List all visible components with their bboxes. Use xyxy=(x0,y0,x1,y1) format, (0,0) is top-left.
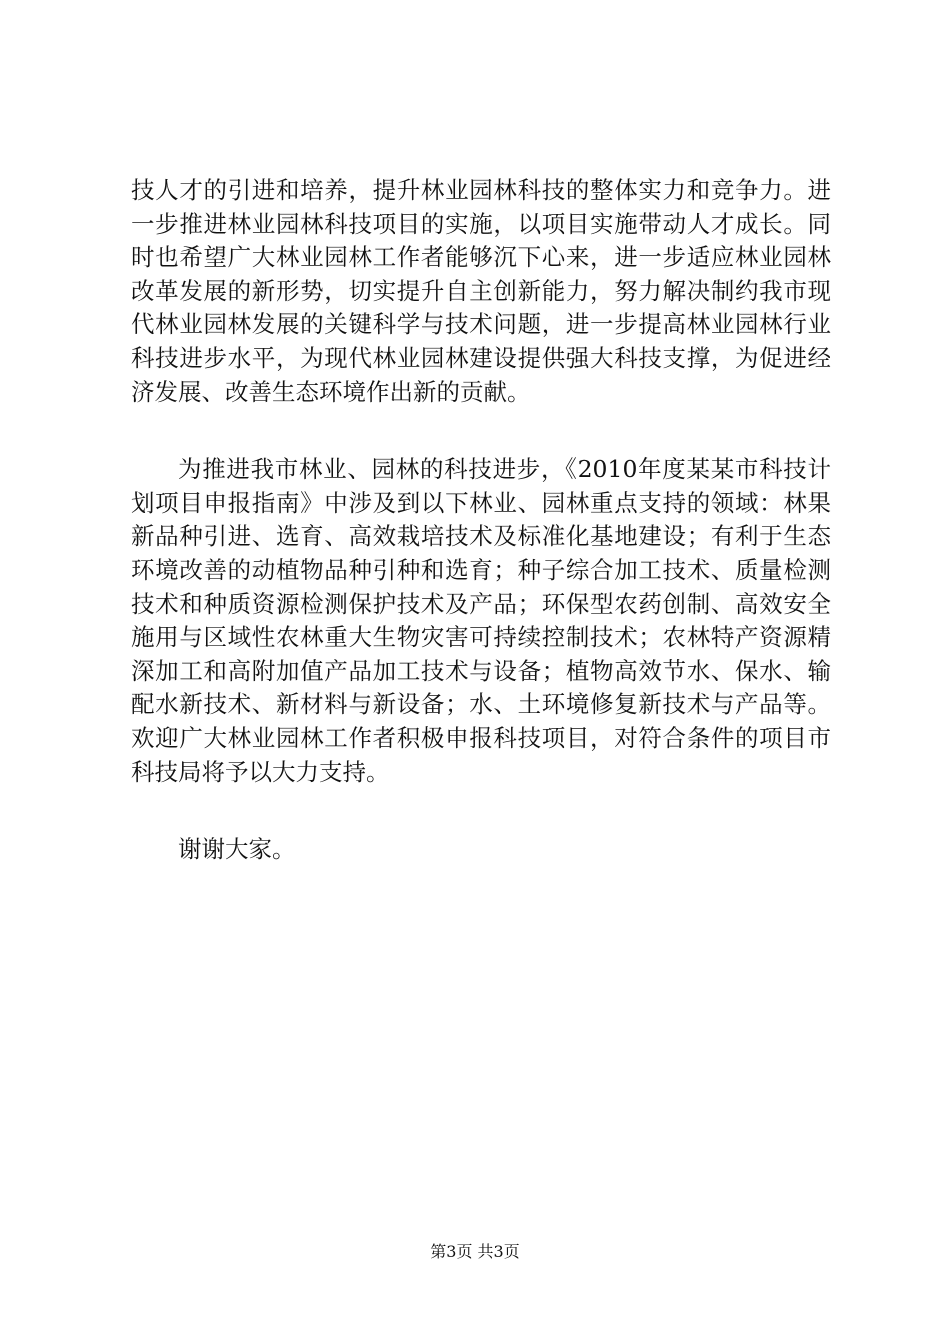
paragraph-spacer xyxy=(131,409,831,453)
page-footer: 第3页 共3页 xyxy=(430,1242,520,1261)
paragraph-closing: 谢谢大家。 xyxy=(178,835,296,864)
paragraph-funding-guide: 为推进我市林业、园林的科技进步，《2010年度某某市科技计划项目申报指南》中涉及到以下林业、园林重点支持的领域：林果新品种引进、选育、高效栽培技术及标准化基地建设；有利于生态环境改善的动植物品种引种和选育；种子综合加工技术、质量检测技术和种质资源检测保护技术及产品；环保型农药创制、高效安全施用与区域性农林重大生物灾害可持续控制技术；农林特产资源精深加工和高附加值产品加工技术与设备；植物高效节水、保水、输配水新技术、新材料与新设备；水、土环境修复新技术与产品等。欢迎广大林业园林工作者积极申报科技项目，对符合条件的项目市科技局将予以大力支持。 xyxy=(131,455,831,786)
document-body xyxy=(131,174,831,867)
paragraph-spacer xyxy=(131,789,831,833)
paragraph-continuation: 技人才的引进和培养，提升林业园林科技的整体实力和竞争力。进一步推进林业园林科技项目的实施，以项目实施带动人才成长。同时也希望广大林业园林工作者能够沉下心来，进一步适应林业园林改革发展的新形势，切实提升自主创新能力，努力解决制约我市现代林业园林发展的关键科学与技术问题，进一步提高林业园林行业科技进步水平，为现代林业园林建设提供强大科技支撑，为促进经济发展、改善生态环境作出新的贡献。 xyxy=(131,176,831,406)
